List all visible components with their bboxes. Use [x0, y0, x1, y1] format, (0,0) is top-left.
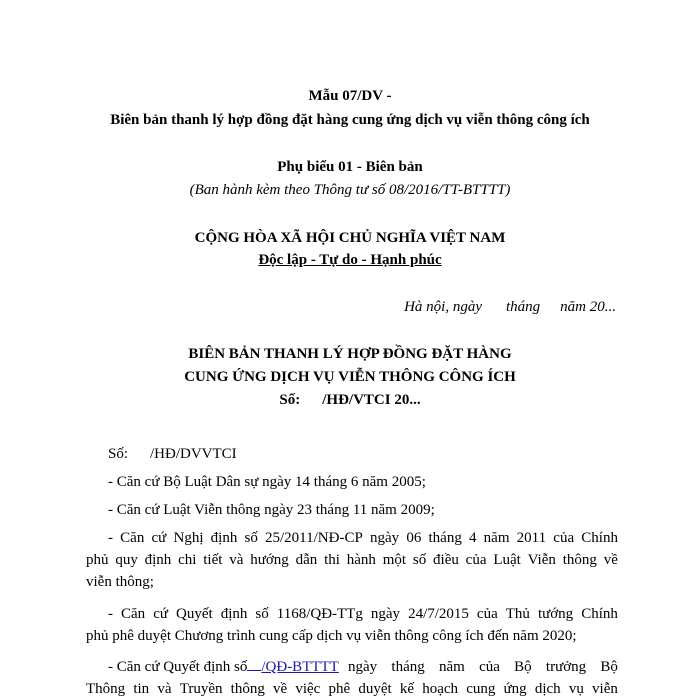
word: số	[412, 552, 427, 568]
word: 2011	[516, 530, 547, 546]
word: vụ	[568, 681, 584, 697]
word: của	[553, 530, 575, 546]
form-number: Mẫu 07/DV -	[308, 88, 392, 104]
legal-basis-telecom-law: - Căn cứ Luật Viễn thông ngày 23 tháng 11 năm 2009;	[108, 502, 435, 518]
word: chi	[178, 552, 197, 568]
document-number	[0, 390, 700, 410]
word: 24/7/2015	[408, 606, 469, 622]
word: tin	[133, 681, 150, 697]
legal-basis-decree-line2	[86, 550, 618, 570]
word: tiết	[203, 552, 223, 568]
word: 4	[469, 530, 477, 546]
word: phủ	[86, 552, 109, 568]
word: Thủ	[505, 606, 530, 622]
issued-by-note: (Ban hành kèm theo Thông tư số 08/2016/TT-BTTTT)	[189, 182, 511, 198]
word: Nghị	[173, 530, 204, 546]
word: -	[108, 530, 113, 546]
place-date-place: Hà nội, ngày	[404, 299, 482, 315]
ministry-decision-prefix: - Căn cứ Quyết định số /QĐ-BTTTT	[108, 659, 339, 675]
place-date-year: năm 20...	[560, 299, 616, 315]
appendix-label: Phụ biểu 01 - Biên bản	[277, 159, 423, 175]
national-slogan-text: Độc lập - Tự do - Hạnh phúc	[258, 252, 442, 268]
word: thi	[324, 552, 340, 568]
word: thông	[230, 681, 265, 697]
contract-number-label: Số:	[108, 446, 129, 462]
word: số	[244, 530, 258, 546]
contract-number	[108, 444, 237, 464]
word: viễn	[592, 681, 618, 697]
word: hướng	[250, 552, 289, 568]
word: tháng	[428, 530, 462, 546]
place-date-month: tháng	[505, 299, 541, 315]
word: Luật	[493, 552, 521, 568]
legal-basis-ministry-decision-line2	[86, 679, 618, 699]
word: 1168/QĐ-TTg	[276, 606, 363, 622]
contract-number-value: /HĐ/DVVTCI	[150, 446, 237, 462]
word: ngày	[348, 659, 378, 675]
word: ngày	[370, 606, 401, 622]
word: cứ	[153, 606, 168, 622]
legal-basis-pm-decision-line1	[108, 604, 618, 624]
word: Viễn	[527, 552, 556, 568]
document-title-line1: BIÊN BẢN THANH LÝ HỢP ĐỒNG ĐẶT HÀNG	[188, 346, 512, 362]
word: cung	[466, 681, 496, 697]
word: duyệt	[358, 681, 392, 697]
word: tháng	[391, 659, 425, 675]
document-number-value: /HĐ/VTCI 20...	[322, 392, 421, 408]
national-motto: CỘNG HÒA XÃ HỘI CHỦ NGHĨA VIỆT NAM	[194, 230, 506, 246]
word: Căn	[120, 530, 145, 546]
word: Thông	[86, 681, 126, 697]
word: quy	[115, 552, 138, 568]
word: Truyền	[179, 681, 223, 697]
word: số	[255, 606, 269, 622]
word: của	[479, 659, 500, 675]
word: việc	[295, 681, 321, 697]
word: định	[210, 530, 238, 546]
word: Bộ	[600, 659, 618, 675]
word: của	[465, 552, 487, 568]
word: trưởng	[545, 659, 587, 675]
word: năm	[483, 530, 510, 546]
word: về	[603, 552, 618, 568]
word: định	[144, 552, 172, 568]
word: năm	[439, 659, 465, 675]
legal-basis-civil-code: - Căn cứ Bộ Luật Dân sự ngày 14 tháng 6 năm 2005;	[108, 474, 426, 490]
word: Chính	[581, 530, 618, 546]
word: -	[108, 606, 113, 622]
word: Quyết	[176, 606, 213, 622]
word: tướng	[537, 606, 574, 622]
word: ứng	[503, 681, 527, 697]
word: điều	[433, 552, 459, 568]
form-title: Biên bản thanh lý hợp đồng đặt hàng cung ứng dịch vụ viễn thông công ích	[110, 112, 590, 128]
word: và	[157, 681, 172, 697]
legal-basis-pm-decision-line2: phủ phê duyệt Chương trình cung cấp dịch vụ viễn thông công ích đến năm 2020;	[86, 628, 577, 644]
word: định	[220, 606, 248, 622]
document-title-line2: CUNG ỨNG DỊCH VỤ VIỄN THÔNG CÔNG ÍCH	[184, 369, 516, 385]
document-number-label: Số:	[279, 392, 301, 408]
ministry-decision-link[interactable]: /QĐ-BTTTT	[261, 659, 339, 675]
word: 06	[406, 530, 422, 546]
word: 25/2011/NĐ-CP	[265, 530, 363, 546]
word: Căn	[121, 606, 146, 622]
word: về	[273, 681, 288, 697]
word: và	[229, 552, 244, 568]
ministry-decision-rest	[348, 657, 618, 677]
legal-basis-ministry-decision-line1	[108, 657, 618, 677]
legal-basis-decree-line1	[108, 528, 618, 548]
word: dẫn	[295, 552, 318, 568]
word: kế	[399, 681, 415, 697]
legal-basis-decree-line3: viễn thông;	[86, 574, 154, 590]
word: một	[382, 552, 407, 568]
word: hoạch	[422, 681, 459, 697]
word: Bộ	[514, 659, 532, 675]
word: ngày	[369, 530, 400, 546]
word: phê	[328, 681, 351, 697]
national-slogan	[0, 250, 700, 270]
word: cứ	[151, 530, 167, 546]
word: thông	[562, 552, 597, 568]
word: của	[476, 606, 498, 622]
word: dịch	[534, 681, 561, 697]
place-date	[404, 297, 616, 317]
word: Chính	[581, 606, 618, 622]
word: hành	[346, 552, 376, 568]
